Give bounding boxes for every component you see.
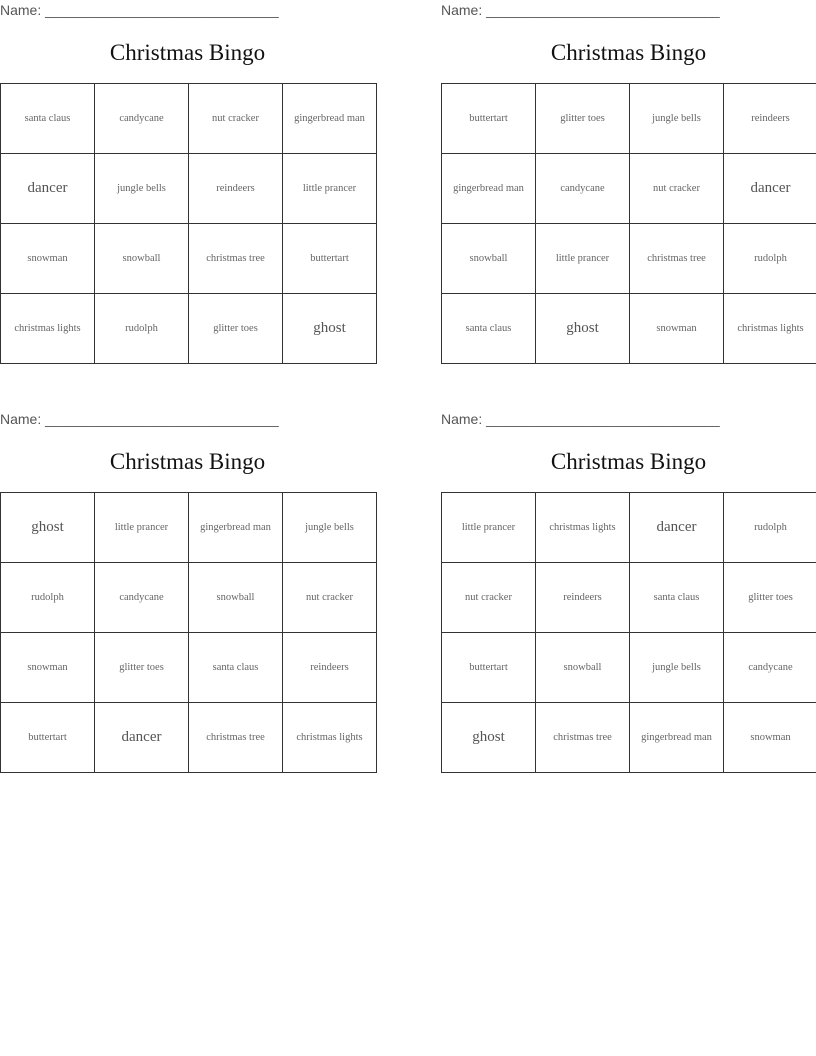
bingo-cell: christmas tree [189, 703, 283, 773]
bingo-cell: rudolph [1, 563, 95, 633]
grid-row [442, 154, 816, 224]
bingo-cell: rudolph [724, 493, 816, 563]
card-title: Christmas Bingo [550, 40, 707, 65]
bingo-cell: snowman [630, 294, 724, 364]
bingo-cell: snowball [95, 224, 189, 294]
card-title: Christmas Bingo [109, 40, 266, 65]
bingo-cell: candycane [95, 84, 189, 154]
bingo-cell: snowman [724, 703, 816, 773]
bingo-cell: reindeers [536, 563, 630, 633]
bingo-cell: glitter toes [189, 294, 283, 364]
bingo-cell: little prancer [536, 224, 630, 294]
grid-row [1, 633, 377, 703]
bingo-cell: ghost [442, 703, 536, 773]
grid-row [1, 493, 377, 563]
bingo-cell: snowman [1, 633, 95, 703]
bingo-grid [0, 83, 377, 364]
bingo-cell: ghost [283, 294, 377, 364]
name-line: Name: ______________________________ [0, 2, 279, 18]
grid-row [442, 493, 816, 563]
grid-row [1, 294, 377, 364]
bingo-cell: nut cracker [283, 563, 377, 633]
name-line: Name: ______________________________ [441, 411, 720, 427]
bingo-cell: candycane [724, 633, 816, 703]
bingo-cell: ghost [1, 493, 95, 563]
name-line: Name: ______________________________ [0, 411, 279, 427]
bingo-cell: christmas tree [630, 224, 724, 294]
bingo-cell: buttertart [442, 633, 536, 703]
bingo-cell: nut cracker [442, 563, 536, 633]
bingo-cell: santa claus [189, 633, 283, 703]
bingo-cell: dancer [724, 154, 816, 224]
bingo-cell: candycane [536, 154, 630, 224]
bingo-cell: jungle bells [95, 154, 189, 224]
bingo-cell: reindeers [283, 633, 377, 703]
bingo-cell: christmas lights [724, 294, 816, 364]
bingo-cell: gingerbread man [630, 703, 724, 773]
name-line: Name: ______________________________ [441, 2, 720, 18]
card-title: Christmas Bingo [109, 449, 266, 474]
grid-row [442, 84, 816, 154]
bingo-cell: reindeers [189, 154, 283, 224]
bingo-cell: reindeers [724, 84, 816, 154]
grid-row [442, 563, 816, 633]
grid-row [1, 154, 377, 224]
grid-row [1, 84, 377, 154]
bingo-cell: snowball [189, 563, 283, 633]
bingo-cell: santa claus [442, 294, 536, 364]
bingo-card-2 [441, 0, 816, 360]
bingo-cell: dancer [630, 493, 724, 563]
bingo-cell: snowball [536, 633, 630, 703]
bingo-cell: gingerbread man [442, 154, 536, 224]
grid-row [1, 224, 377, 294]
bingo-cell: nut cracker [630, 154, 724, 224]
bingo-cell: glitter toes [95, 633, 189, 703]
bingo-cell: snowman [1, 224, 95, 294]
card-title: Christmas Bingo [550, 449, 707, 474]
bingo-cell: glitter toes [536, 84, 630, 154]
bingo-cell: buttertart [1, 703, 95, 773]
grid-row [1, 563, 377, 633]
grid-row [442, 703, 816, 773]
bingo-cell: rudolph [95, 294, 189, 364]
bingo-cell: santa claus [630, 563, 724, 633]
bingo-cell: jungle bells [630, 633, 724, 703]
bingo-cell: santa claus [1, 84, 95, 154]
bingo-cell: rudolph [724, 224, 816, 294]
bingo-cell: buttertart [283, 224, 377, 294]
bingo-cell: gingerbread man [189, 493, 283, 563]
bingo-card-3 [0, 409, 375, 769]
bingo-cell: christmas tree [536, 703, 630, 773]
grid-row [442, 633, 816, 703]
bingo-card-4 [441, 409, 816, 769]
grid-row [442, 224, 816, 294]
bingo-cell: christmas lights [283, 703, 377, 773]
bingo-cell: nut cracker [189, 84, 283, 154]
bingo-card-1 [0, 0, 375, 360]
bingo-cell: buttertart [442, 84, 536, 154]
bingo-cell: christmas lights [536, 493, 630, 563]
bingo-cell: gingerbread man [283, 84, 377, 154]
bingo-cell: little prancer [283, 154, 377, 224]
bingo-cell: christmas lights [1, 294, 95, 364]
bingo-cell: dancer [95, 703, 189, 773]
bingo-cell: little prancer [95, 493, 189, 563]
grid-row [442, 294, 816, 364]
bingo-grid [441, 83, 816, 364]
bingo-grid [441, 492, 816, 773]
bingo-cell: snowball [442, 224, 536, 294]
bingo-cell: jungle bells [283, 493, 377, 563]
bingo-cell: little prancer [442, 493, 536, 563]
bingo-cell: jungle bells [630, 84, 724, 154]
bingo-cell: christmas tree [189, 224, 283, 294]
bingo-cell: dancer [1, 154, 95, 224]
bingo-grid [0, 492, 377, 773]
bingo-cell: candycane [95, 563, 189, 633]
bingo-cell: ghost [536, 294, 630, 364]
grid-row [1, 703, 377, 773]
bingo-cell: glitter toes [724, 563, 816, 633]
